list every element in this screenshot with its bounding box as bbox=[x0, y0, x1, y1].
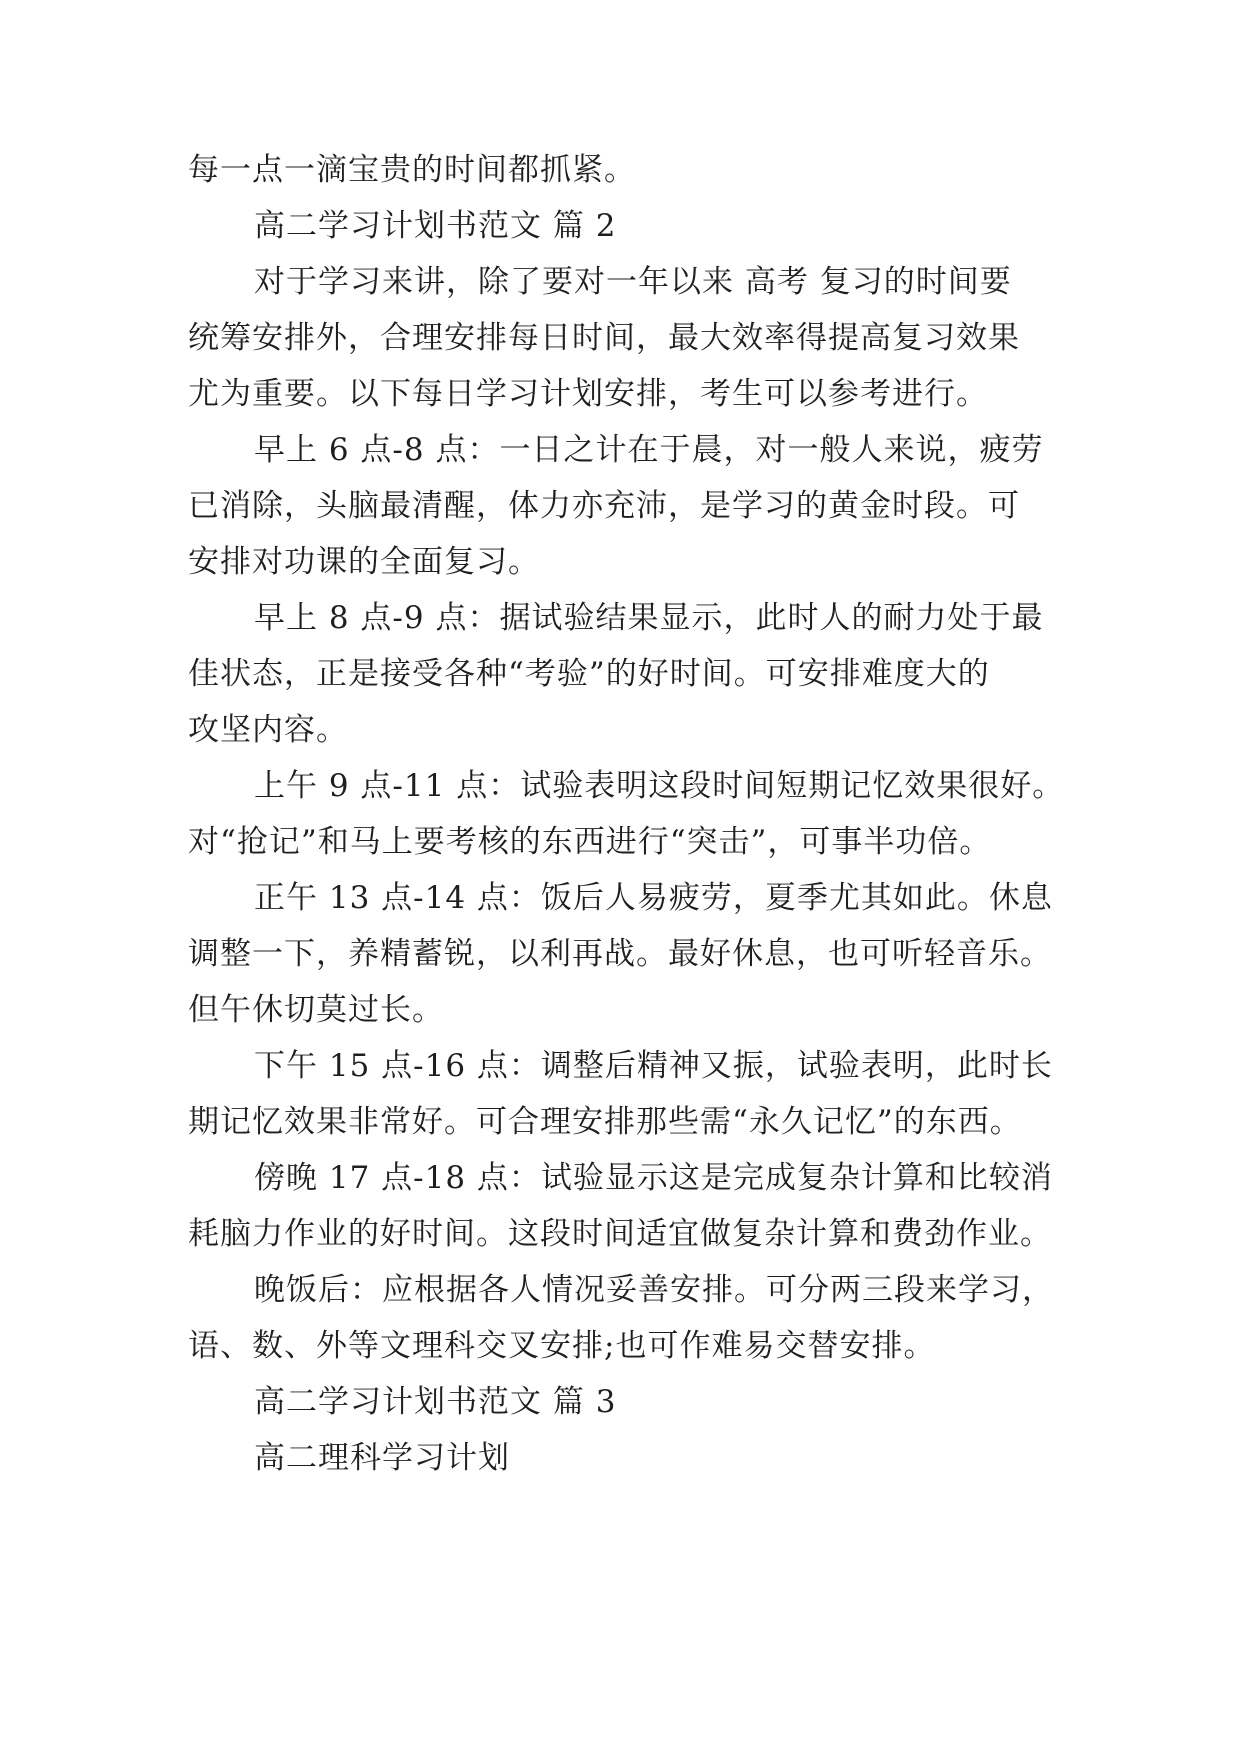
text-line: 安排对功课的全面复习。 bbox=[188, 544, 540, 580]
text-line: 早上 6 点-8 点：一日之计在于晨，对一般人来说，疲劳 bbox=[254, 432, 1044, 468]
text-line: 早上 8 点-9 点：据试验结果显示，此时人的耐力处于最 bbox=[254, 600, 1044, 636]
text-line: 对于学习来讲，除了要对一年以来 高考 复习的时间要 bbox=[254, 264, 1012, 300]
section-heading: 高二学习计划书范文 篇 2 bbox=[254, 208, 617, 244]
text-line: 攻坚内容。 bbox=[188, 712, 348, 748]
text-line: 上午 9 点-11 点：试验表明这段时间短期记忆效果很好。 bbox=[254, 768, 1065, 804]
text-line: 但午休切莫过长。 bbox=[188, 992, 444, 1028]
text-line: 每一点一滴宝贵的时间都抓紧。 bbox=[188, 152, 636, 188]
subsection-heading: 高二理科学习计划 bbox=[254, 1440, 510, 1476]
text-line: 傍晚 17 点-18 点：试验显示这是完成复杂计算和比较消 bbox=[254, 1160, 1053, 1196]
text-line: 尤为重要。以下每日学习计划安排，考生可以参考进行。 bbox=[188, 376, 988, 412]
text-line: 正午 13 点-14 点：饭后人易疲劳，夏季尤其如此。休息 bbox=[254, 880, 1053, 916]
text-line: 耗脑力作业的好时间。这段时间适宜做复杂计算和费劲作业。 bbox=[188, 1216, 1052, 1252]
text-line: 调整一下，养精蓄锐，以利再战。最好休息，也可听轻音乐。 bbox=[188, 936, 1052, 972]
section-heading: 高二学习计划书范文 篇 3 bbox=[254, 1384, 617, 1420]
text-line: 佳状态，正是接受各种“考验”的好时间。可安排难度大的 bbox=[188, 656, 990, 692]
text-line: 统筹安排外，合理安排每日时间，最大效率得提高复习效果 bbox=[188, 320, 1020, 356]
text-line: 期记忆效果非常好。可合理安排那些需“永久记忆”的东西。 bbox=[188, 1104, 1022, 1140]
text-line: 下午 15 点-16 点：调整后精神又振，试验表明，此时长 bbox=[254, 1048, 1053, 1084]
text-line: 晚饭后：应根据各人情况妥善安排。可分两三段来学习， bbox=[254, 1272, 1054, 1308]
text-line: 对“抢记”和马上要考核的东西进行“突击”，可事半功倍。 bbox=[188, 824, 992, 860]
text-line: 已消除，头脑最清醒，体力亦充沛，是学习的黄金时段。可 bbox=[188, 488, 1020, 524]
text-line: 语、数、外等文理科交叉安排;也可作难易交替安排。 bbox=[188, 1328, 936, 1364]
